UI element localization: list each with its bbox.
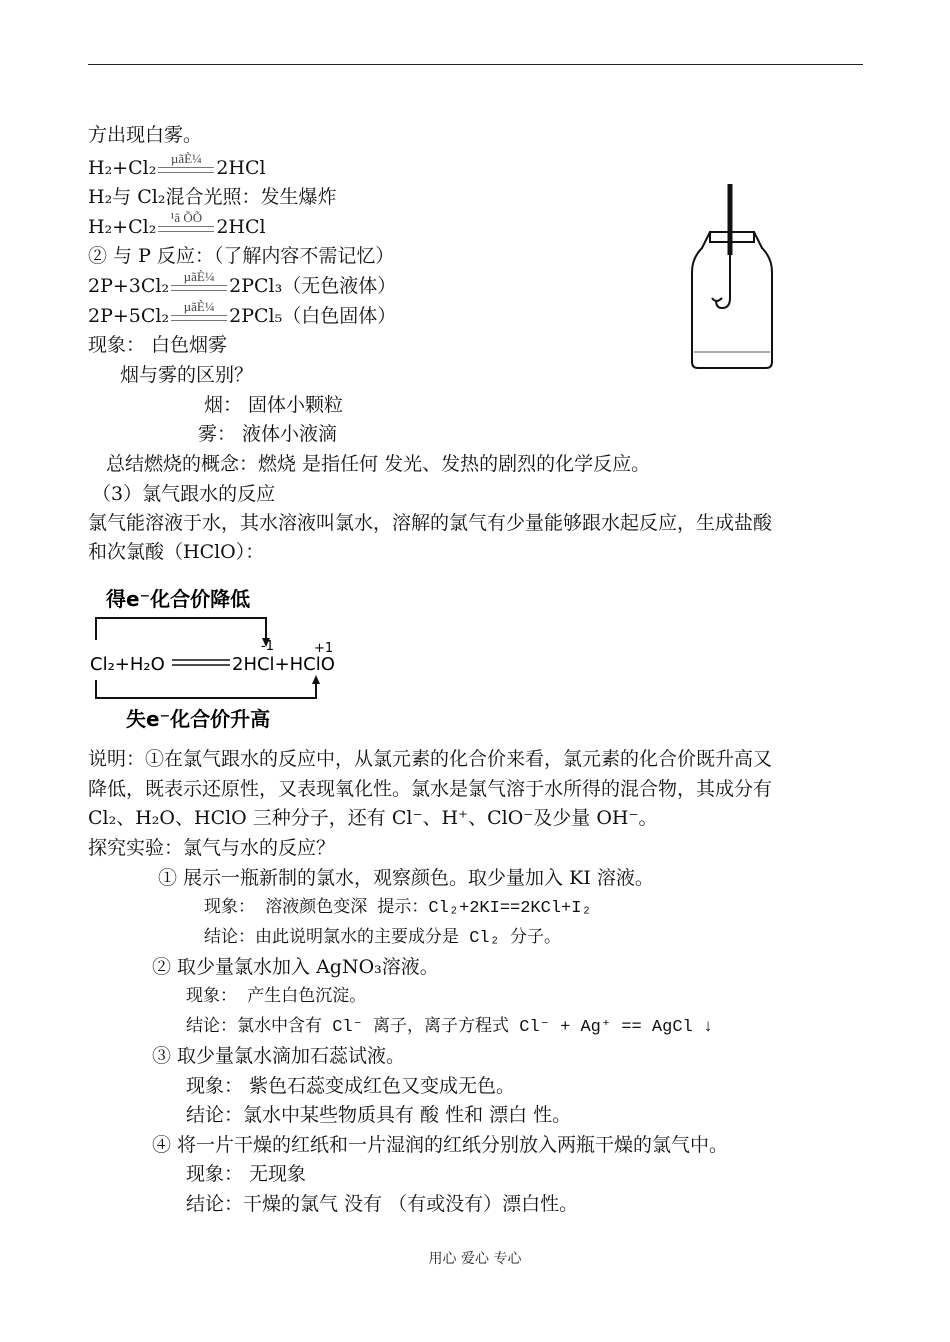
equation-lhs: 2P+5Cl₂ — [88, 305, 170, 327]
equation-p-5cl2 — [88, 299, 397, 330]
page-footer: 用心 爱心 专心 — [428, 1251, 522, 1267]
equation-h2-cl2-light — [88, 210, 266, 241]
text-line: 和次氯酸（HClO）： — [88, 541, 265, 563]
equation-rhs: 2PCl₃（无色液体） — [229, 275, 397, 297]
equation-reactants: Cl₂+H₂O — [90, 654, 165, 675]
text-line: 烟与雾的区别？ — [120, 364, 254, 386]
reaction-condition: ¹â ÕÕ — [170, 210, 203, 225]
experiment-step: ① 展示一瓶新制的氯水，观察颜色。取少量加入 KI 溶液。 — [158, 867, 654, 889]
reaction-condition: µãÈ¼ — [183, 299, 215, 314]
reaction-arrow — [158, 151, 214, 176]
gain-electron-label: 得e⁻化合价降低 — [106, 587, 251, 611]
equation-lhs: H₂+Cl₂ — [88, 216, 157, 238]
text-line: 烟： 固体小颗粒 — [204, 394, 344, 416]
experiment-observation: 现象： 溶液颜色变深 提示：Cl₂+2KI==2KCl+I₂ — [204, 899, 592, 918]
equation-products: 2HCl+HClO — [232, 654, 335, 675]
lose-electron-label: 失e⁻化合价升高 — [126, 707, 271, 731]
experiment-step: ④ 将一片干燥的红纸和一片湿润的红纸分别放入两瓶干燥的氯气中。 — [152, 1134, 729, 1156]
text-line: 探究实验：氯气与水的反应？ — [88, 837, 336, 859]
experiment-observation: 现象： 紫色石蕊变成红色又变成无色。 — [186, 1075, 516, 1097]
equation-h2-cl2-ignite — [88, 151, 266, 182]
gas-bottle-illustration — [672, 180, 792, 380]
text-line: ② 与 P 反应：（了解内容不需记忆） — [88, 245, 395, 267]
text-line: 方出现白雾。 — [88, 124, 203, 146]
equation-rhs: 2HCl — [216, 216, 266, 238]
equation-lhs: 2P+3Cl₂ — [88, 275, 170, 297]
header-rule — [88, 64, 863, 65]
equation-rhs: 2PCl₅（白色固体） — [229, 305, 397, 327]
section-heading: （3）氯气跟水的反应 — [92, 483, 276, 505]
text-line: 雾： 液体小液滴 — [198, 423, 338, 445]
redox-scheme-diagram — [88, 580, 448, 740]
experiment-step: ③ 取少量氯水滴加石蕊试液。 — [152, 1045, 406, 1067]
equation-rhs: 2HCl — [216, 157, 266, 179]
text-line: 现象： 白色烟雾 — [88, 334, 228, 356]
equation-p-3cl2 — [88, 269, 397, 300]
oxidation-state-plus: +1 — [314, 641, 334, 656]
oxidation-state-minus: -1 — [261, 639, 274, 654]
experiment-conclusion: 结论：氯水中含有 Cl⁻ 离子，离子方程式 Cl⁻ + Ag⁺ == AgCl ↓ — [186, 1018, 714, 1037]
experiment-observation: 现象： 产生白色沉淀。 — [186, 988, 367, 1007]
reaction-condition: µãÈ¼ — [170, 151, 202, 166]
experiment-conclusion: 结论：氯水中某些物质具有 酸 性和 漂白 性。 — [186, 1104, 572, 1126]
text-line: 说明：①在氯气跟水的反应中，从氯元素的化合价来看，氯元素的化合价既升高又 — [88, 748, 773, 770]
reaction-arrow — [171, 299, 227, 324]
text-line: 氯气能溶液于水，其水溶液叫氯水，溶解的氯气有少量能够跟水起反应，生成盐酸 — [88, 512, 773, 534]
text-line: H₂与 Cl₂混合光照：发生爆炸 — [88, 186, 337, 208]
experiment-observation: 现象： 无现象 — [186, 1163, 307, 1185]
reaction-arrow — [171, 269, 227, 294]
reaction-condition: µãÈ¼ — [183, 269, 215, 284]
text-line: 总结燃烧的概念：燃烧 是指任何 发光、发热的剧烈的化学反应。 — [106, 453, 651, 475]
text-line: 降低，既表示还原性，又表现氧化性。氯水是氯气溶于水所得的混合物，其成分有 — [88, 778, 773, 800]
equation-lhs: H₂+Cl₂ — [88, 157, 157, 179]
experiment-conclusion: 结论：由此说明氯水的主要成分是 Cl₂ 分子。 — [204, 929, 562, 948]
experiment-conclusion: 结论：干燥的氯气 没有 （有或没有）漂白性。 — [186, 1193, 579, 1215]
experiment-step: ② 取少量氯水加入 AgNO₃溶液。 — [152, 956, 439, 978]
text-line: Cl₂、H₂O、HClO 三种分子，还有 Cl⁻、H⁺、ClO⁻及少量 OH⁻。 — [88, 807, 658, 829]
reaction-arrow — [158, 210, 214, 235]
